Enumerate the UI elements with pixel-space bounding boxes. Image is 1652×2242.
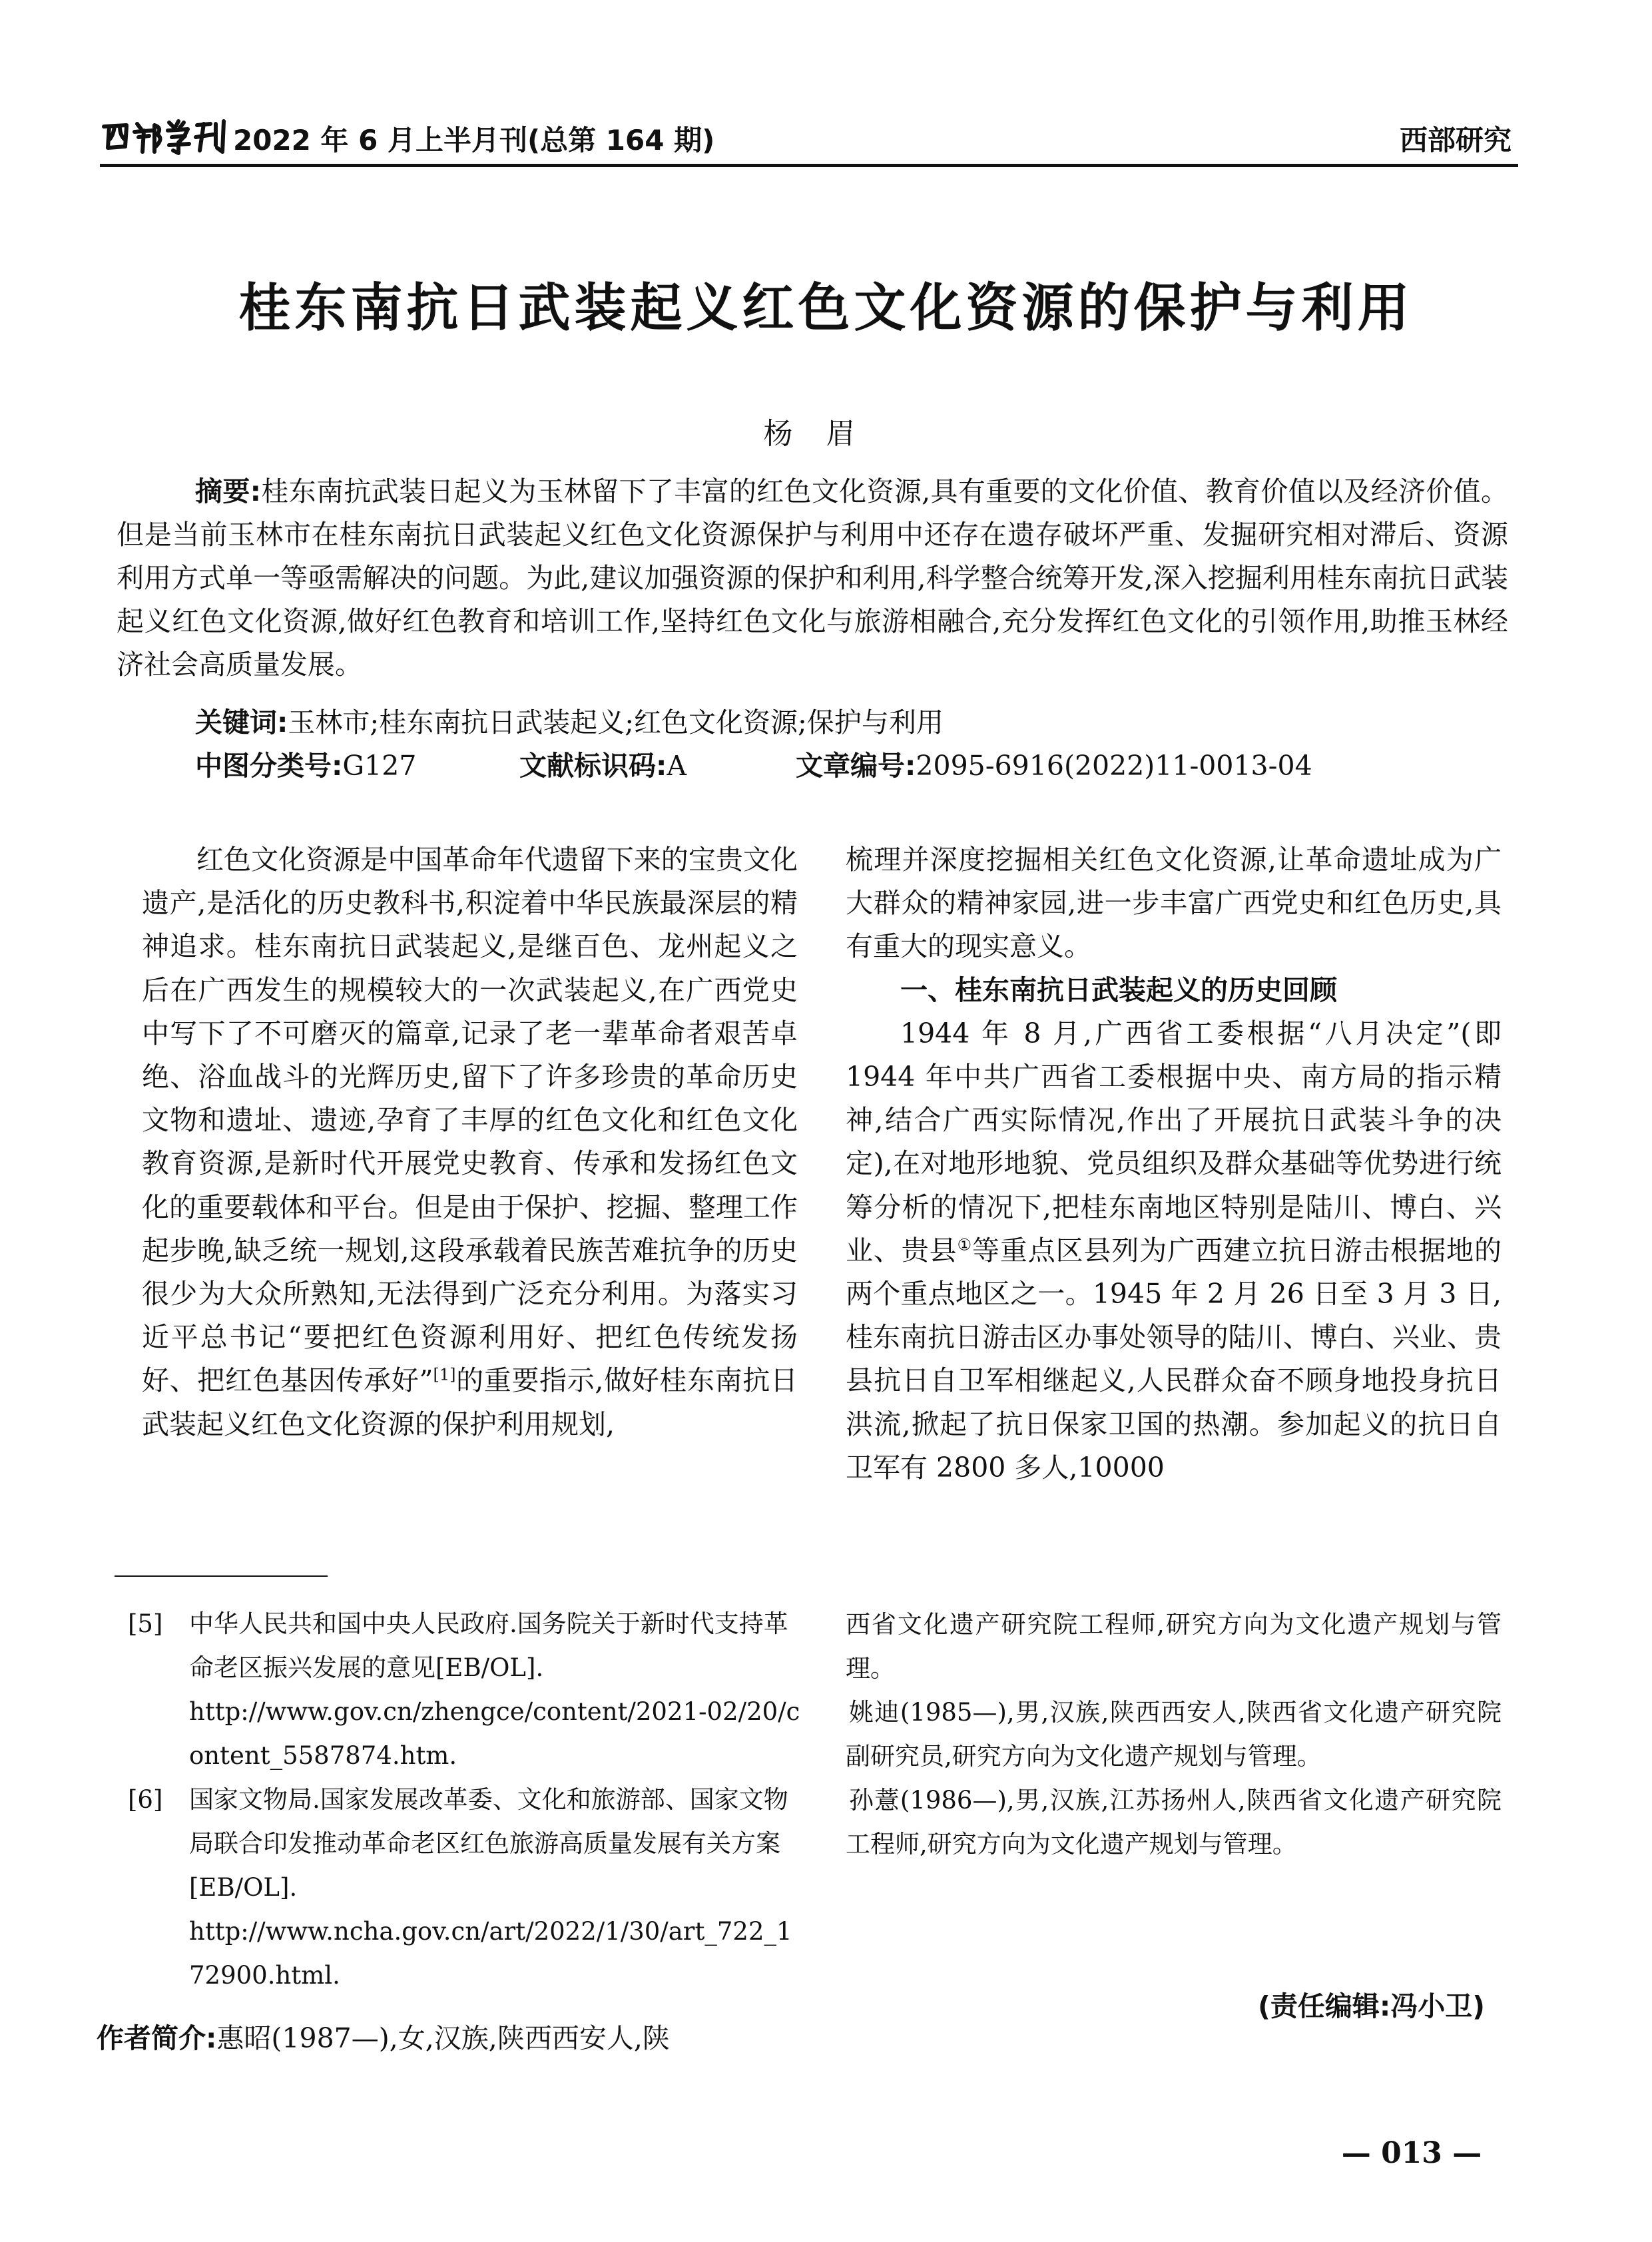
body-right-column <box>846 838 1502 1490</box>
column-name: 西部研究 <box>1399 124 1512 156</box>
body-paragraph <box>846 1012 1502 1490</box>
reference-url: http://www.gov.cn/zhengce/content/2021-02/20/content_5587874.htm. <box>189 1697 800 1770</box>
body-text: 1944 年 8 月,广西省工委根据“八月决定”(即 1944 年中共广西省工委根据中央、南方局的指示精神,结合广西实际情况,作出了开展抗日武装斗争的决定),在对地形地貌、党员组织及群众基础等优势进行统筹分析的情况下,把桂东南地区特别是陆川、博白、兴业、贵县 <box>846 1017 1502 1266</box>
author-bio: 西省文化遗产研究院工程师,研究方向为文化遗产规划与管理。 <box>846 1610 1502 1683</box>
body-paragraph: 梳理并深度挖掘相关红色文化资源,让革命遗址成为广大群众的精神家园,进一步丰富广西党史和红色历史,具有重大的现实意义。 <box>846 844 1502 963</box>
reference-item <box>115 1778 807 1998</box>
clc-number <box>195 744 416 783</box>
reference-item <box>115 1602 807 1778</box>
abstract <box>117 470 1508 687</box>
footnote-mark: ① <box>957 1235 972 1255</box>
author-bio: 姚迪(1985—),男,汉族,陕西西安人,陕西省文化遗产研究院副研究员,研究方向为文化遗产规划与管理。 <box>846 1698 1502 1771</box>
body-left-column <box>142 838 798 1446</box>
footnote-rule <box>115 1575 328 1577</box>
author-intro-text: 惠昭(1987—),女,汉族,陕西西安人,陕 <box>216 2022 670 2054</box>
author-bio: 孙薏(1986—),男,汉族,江苏扬州人,陕西省文化遗产研究院工程师,研究方向为文化遗产规划与管理。 <box>846 1786 1502 1858</box>
reference-text: 中华人民共和国中央人民政府.国务院关于新时代支持革命老区振兴发展的意见[EB/OL]. <box>189 1609 788 1682</box>
clc-value: G127 <box>342 750 417 782</box>
keywords <box>195 701 944 740</box>
body-text: 等重点区县列为广西建立抗日游击根据地的两个重点地区之一。1945 年 2 月 26 日至 3 月 3 日,桂东南抗日游击区办事处领导的陆川、博白、兴业、贵县抗日自卫军相继起义,人民群众奋不顾身地投身抗日洪流,掀起了抗日保家卫国的热潮。参加起义的抗日自卫军有 2800 多人,10000 <box>846 1234 1502 1484</box>
document-code-value: A <box>667 750 687 782</box>
issue-info: 2022 年 6 月上半月刊(总第 164 期) <box>233 124 715 156</box>
reference-number: [5] <box>128 1609 163 1638</box>
keywords-label: 关键词: <box>195 706 288 738</box>
article-number-value: 2095-6916(2022)11-0013-04 <box>916 750 1312 782</box>
author-bios <box>846 1603 1502 1866</box>
reference-text: 国家文物局.国家发展改革委、文化和旅游部、国家文物局联合印发推动革命老区红色旅游高质量发展有关方案[EB/OL]. <box>189 1785 788 1902</box>
section-heading: 一、桂东南抗日武装起义的历史回顾 <box>900 974 1337 1006</box>
document-code <box>519 744 687 783</box>
body-text: 红色文化资源是中国革命年代遗留下来的宝贵文化遗产,是活化的历史教科书,积淀着中华民族最深层的精神追求。桂东南抗日武装起义,是继百色、龙州起义之后在广西发生的规模较大的一次武装起义,在广西党史中写下了不可磨灭的篇章,记录了老一辈革命者艰苦卓绝、浴血战斗的光辉历史,留下了许多珍贵的革命历史文物和遗址、遗迹,孕育了丰厚的红色文化和红色文化教育资源,是新时代开展党史教育、传承和发扬红色文化的重要载体和平台。但是由于保护、挖掘、整理工作起步晚,缺乏统一规划,这段承载着民族苦难抗争的历史很少为大众所熟知,无法得到广泛充分利用。为落实习近平总书记“要把红色资源利用好、把红色传统发扬好、把红色基因传承好” <box>142 844 798 1397</box>
article-author: 杨眉 <box>763 417 889 451</box>
reference-list <box>115 1602 807 1998</box>
clc-label: 中图分类号: <box>195 750 343 782</box>
body-paragraph <box>142 838 798 1446</box>
keywords-text: 玉林市;桂东南抗日武装起义;红色文化资源;保护与利用 <box>288 706 944 738</box>
author-intro <box>97 2016 816 2056</box>
author-intro-label: 作者简介: <box>97 2022 217 2054</box>
abstract-text: 桂东南抗武装日起义为玉林留下了丰富的红色文化资源,具有重要的文化价值、教育价值以及经济价值。但是当前玉林市在桂东南抗日武装起义红色文化资源保护与利用中还存在遗存破坏严重、发掘研究相对滞后、资源利用方式单一等亟需解决的问题。为此,建议加强资源的保护和利用,科学整合统筹开发,深入挖掘利用桂东南抗日武装起义红色文化资源,做好红色教育和培训工作,坚持红色文化与旅游相融合,充分发挥红色文化的引领作用,助推玉林经济社会高质量发展。 <box>117 475 1508 681</box>
page-number: — 013 — <box>1341 2136 1482 2170</box>
abstract-label: 摘要: <box>195 475 262 507</box>
citation-mark: [1] <box>433 1365 456 1384</box>
reference-number: [6] <box>128 1785 163 1814</box>
running-header <box>100 117 1518 167</box>
article-number-label: 文章编号: <box>796 750 916 782</box>
body-text: 的重要指示,做好桂东南抗日武装起义红色文化资源的保护利用规划, <box>142 1364 798 1440</box>
responsible-editor: (责任编辑:冯小卫) <box>1258 1990 1485 2022</box>
article-number <box>796 744 1312 783</box>
journal-logo <box>100 117 233 157</box>
reference-url: http://www.ncha.gov.cn/art/2022/1/30/art_722_172900.html. <box>189 1917 792 1990</box>
article-title: 桂东南抗日武装起义红色文化资源的保护与利用 <box>238 278 1414 338</box>
document-code-label: 文献标识码: <box>519 750 667 782</box>
